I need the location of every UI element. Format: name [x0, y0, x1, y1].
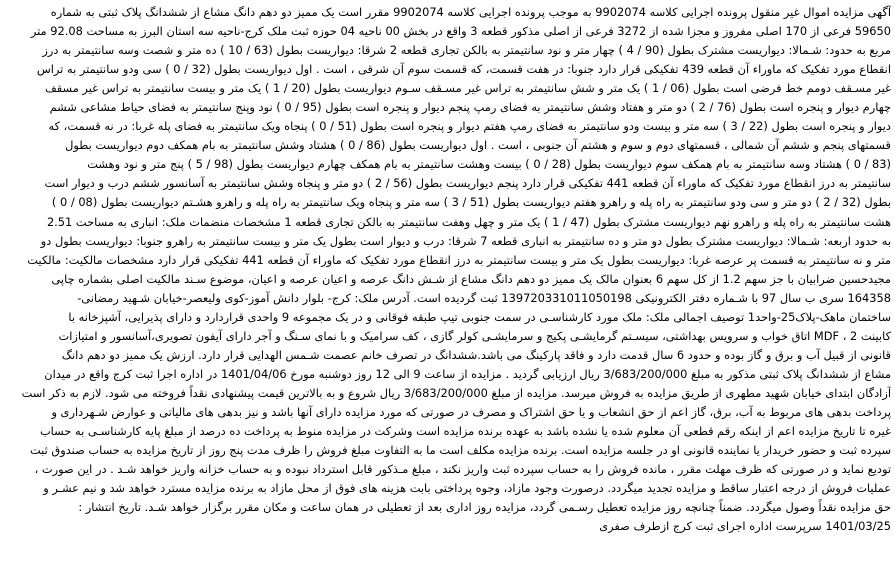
notice-line: ساختمان ماهک-پلاک25-واحد1 توصیف اجمالی ملک: ملک مورد کارشناسـی در سمت جنوبی تیپ طبقه فوقانی و در یک مجموعه 9 واحدی قراردارد و دارای پذیرایی، آشپزخانه با: [68, 309, 891, 324]
notice-line: دیوار و پنجره است بطول (22 / 3 ) سه متر و بیست ودو سانتیمتر به فضای رمپ هفتم دیوار و پنجره است بطول (51 / 0 ) پنجاه ویک سانتیمتر به فضای پله غربا: در نه قسمت، که: [48, 119, 891, 134]
auction-notice: [4, 3, 891, 569]
notice-line: حق مزایده نقداً وصول میگردد. ضمناً چنانچه روز مزایده تعطیل رسـمی گردد، مزایده روز اداری بعد از تعطیلی در همان ساعت و مکان مقرر برگزار خواهد شـد. تاریخ انتشار :: [78, 500, 891, 515]
notice-line: متر و نه سانتیمتر به قسمت پر عرصه غربا: دیواریست بطول یک متر و بیست سانتیمتر به درز انقطاع مورد تفکیک که ماوراء آن قطعه 441 تفکیکی قرار دارد مشخصات مالکیت: مالکیت: [27, 252, 891, 267]
notice-line: قسمتهای پنجم و ششم آن شمالی ، قسمتهای دوم و سوم و هشتم آن جنوبی ، است . اول دیواریست بطول (86 / 0 ) هشتاد وشش سانتیمتر به بام همکف دوم دیواریست بطول: [65, 138, 891, 153]
notice-line: 59650 فرعی از 170 اصلی مفروز و مجزا شده از 3272 فرعی از اصلی مذکور قطعه 3 واقع در بخش 00 ناحیه 04 حوزه ثبت ملک کرج-ناحیه سه استان البرز به مساحت 92.08 متر: [30, 24, 891, 39]
notice-line: کابینت MDF ، 2 اتاق خواب و سرویس بهداشتی، سیسـتم گرمایشـی پکیج و سرمایشـی کولر گازی ، کف سرامیک و با نمای سـنگ و آجر دارای آیفون تصویری،آسانسور و امتیازات: [58, 328, 891, 343]
notice-line: غیره تا تاریخ مزایده اعم از اینکه رقم قطعی آن معلوم شده یا نشده باشد به عهده برنده مزایده است وشرکت در مزایده منوط به پرداخت ده درصد از مبلغ پایه کارشناسـی به حساب: [39, 424, 891, 439]
notice-line: مجیدحسین ضرابیان با جز سهم 1.2 از کل سهم 6 بعنوان مالک یک ممیز دو دهم دانگ مشاع از شـش دانگ عرصه و اعیان عرصه و اعیان، موضوع سـند مالکیت اصلی بشماره چاپی: [51, 271, 891, 286]
notice-line: بطول (32 / 2 ) دو متر و سی ودو سانتیمتر به راه پله و راهرو هفتم دیواریست بطول (51 / 3 ) سه متر و پنجاه ویک سانتیمتر به راه پله و راهرو هشـتم دیواریست بطول (08 / 0 ): [51, 195, 891, 210]
notice-line: آزادگان ابتدای خیابان شهید مطهری از طریق مزایده به فروش میرسد. مزایده از مبلغ 3/683/200/000 ریال شروع و به بالاترین قیمت پیشنهادی نقداً فروخته می شود. لازم به ذکر است: [21, 385, 891, 400]
notice-line: قانونی از قبیل آب و برق و گاز بوده و حدود 6 سال قدمت دارد و فاقد پارکینگ می باشد.ششدانگ در تصرف خانم عصمت شـمس الهدایی قرار دارد. ارزش یک ممیز دو دهم دانگ: [61, 347, 891, 362]
notice-line: (83 / 0 ) هشتاد وسه سانتیمتر به بام همکف سوم دیواریست بطول (28 / 0 ) بیست وهشت سانتیمتر به بام همکف چهارم دیواریست بطول (98 / 5 ) پنج متر و نود وهشت: [87, 157, 891, 172]
notice-line: عملیات فروش از درجه اعتبار ساقط و مزایده تجدید میگردد. درصورت وجود مازاد، وجوه پرداختی بابت هزینه های فوق از محل مازاد به برنده مزایده مسترد خواهد شد و نیم عشـر و: [43, 481, 891, 496]
notice-line: غیر مسـقف دومم خط فرضی است بطول (06 / 1 ) یک متر و شش سانتیمتر به تراس غیر مسـقف سـوم دیواریست بطول (20 / 1 ) یک متر و بیست سانتیمتر به تراس غیر مسقف: [45, 81, 891, 96]
notice-line: سپرده ثبت و حضور خریدار یا نماینده قانونی او در جلسه مزایده است. برنده مزایده مکلف است ما به التفاوت مبلغ فروش را ظرف مدت پنج روز از تاریخ مزایده به حساب صندوق ثبت: [29, 443, 891, 458]
notice-line: 164358 سری ب سال 97 با شـماره دفتر الکترونیکی 139720331011050198 ثبت گردیده است. آدرس ملک: کرج- بلوار دانش آموز-کوی ولیعصر-خیابان شـهید رمضانی-: [77, 290, 891, 305]
notice-line: مربع به حدود: شـمالا: دیواریست مشترک بطول (90 / 4 ) چهار متر و نود سانتیمتر به بالکن تجاری قطعه 2 شرقا: دیواریست بطول (63 / 10 ) ده متر و شصت وسه سانتیمتر به درز: [42, 43, 891, 58]
notice-line: چهارم دیوار و پنجره است بطول (76 / 2 ) دو متر و هفتاد وشش سانتیمتر به فضای رمپ پنجم دیوار و پنجره است بطول (95 / 0 ) نود وپنج سانتیمتر به فضای حیاط مشاعی ششم: [49, 100, 891, 115]
notice-line: انقطاع مورد تفکیک که ماوراء آن قطعه 439 تفکیکی قرار دارد جنوبا: در هفت قسمت، که قسمت سوم آن شرقی ، است . اول دیواریست بطول (32 / 0 ) سی ودو سانتیمتر به تراس: [36, 62, 891, 77]
notice-line: پرداخت بدهی های مربوط به آب، برق، گاز اعم از حق انشعاب و یا حق اشتراک و مصرف در صورتی که مورد مزایده دارای آنها باشد و نیز بدهی های مالیاتی و عوارض شـهرداری و: [51, 404, 891, 419]
notice-line: به حدود اربعه: شـمالا: دیواریست مشترک بطول دو متر و ده سانتیمتر به انباری قطعه 7 شرقا: درب و دیوار است بطول یک متر و بیست سانتیمتر به راهرو جنوبا: دیواریست بطول دو: [40, 233, 891, 248]
notice-signature-line: 1401/03/25 سرپرست اداره اجرای ثبت کرج ازطرف صفری: [599, 519, 891, 534]
notice-line: سانتیمتر به درز انقطاع مورد تفکیک که ماوراء آن قطعه 441 تفکیکی قرار دارد پنجم دیواریست بطول (56 / 2 ) دو متر و پنجاه وشش سانتیمتر به آسانسور ششم درب و دیوار است: [44, 176, 891, 191]
notice-line: تودیع نماید و در صورتی که ظرف مهلت مقرر ، مانده فروش را به حساب سپرده ثبت واریز نکند ، مبلغ مـذکور قابل استرداد نبوده و به حساب خزانه واریز خواهد شـد . در این صورت ،: [34, 462, 891, 477]
notice-line: هشت سانتیمتر به راه پله و راهرو نهم دیواریست مشترک بطول (47 / 1 ) یک متر و چهل وهفت سانتیمتر به بالکن تجاری قطعه 1 مشخصات منضمات ملک: انباری به مساحت 2.51: [46, 214, 891, 229]
notice-line: آگهی مزایده اموال غیر منقول پرونده اجرایی کلاسه 9902074 به موجب پرونده اجرایی کلاسه 9902074 مقرر است یک ممیز دو دهم دانگ مشاع از ششدانگ پلاک ثبتی به شماره: [50, 5, 891, 19]
notice-line: مشاع از ششدانگ پلاک ثبتی مذکور به مبلغ 3/683/200/000 ریال ارزیابی گردید . مزایده از ساعت 9 الی 12 روز دوشنبه مورخ 1401/04/06 در اداره اجرا ثبت کرج واقع در میدان: [44, 366, 891, 381]
